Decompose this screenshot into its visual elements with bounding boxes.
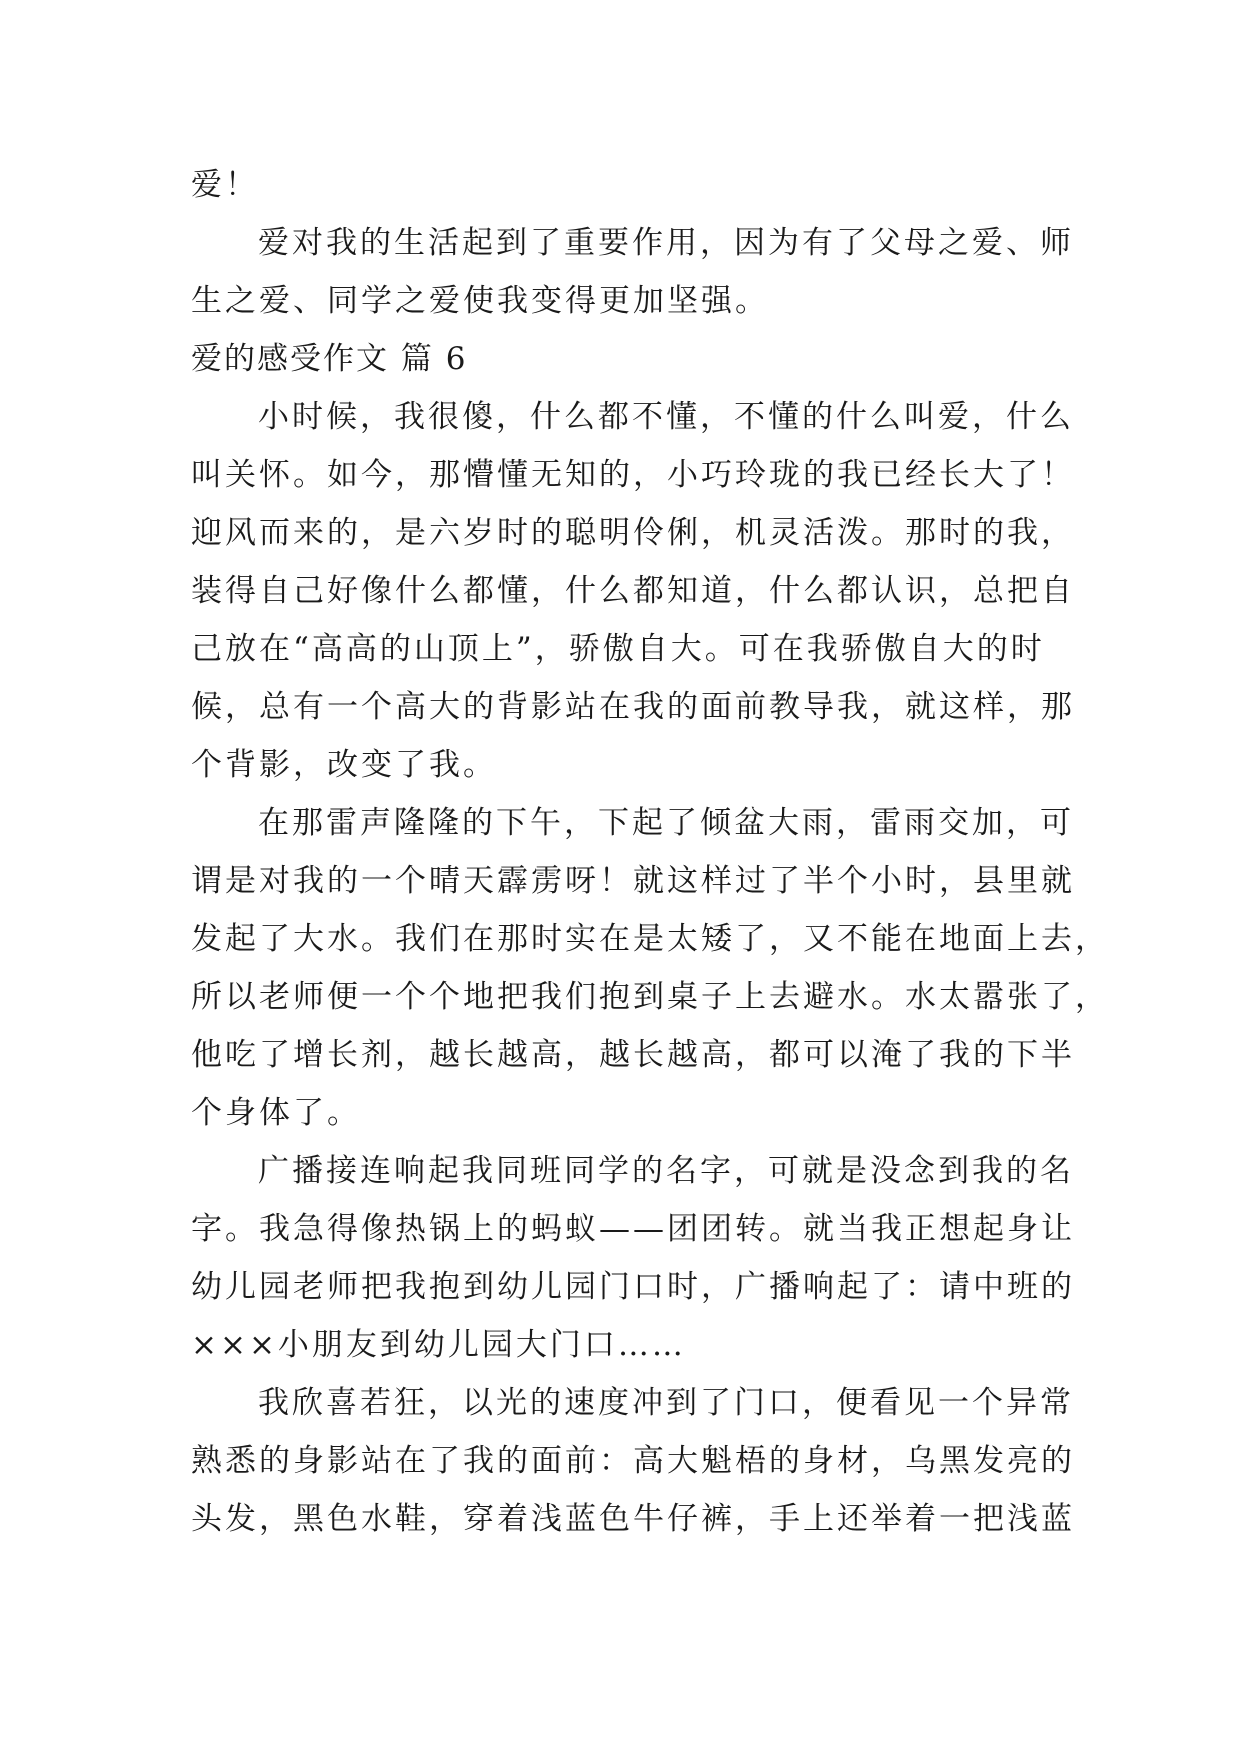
text-line: 他吃了增长剂，越长越高，越长越高，都可以淹了我的下半 [191, 1037, 1075, 1073]
text-line: 所以老师便一个个地把我们抱到桌子上去避水。水太嚣张了， [191, 979, 1109, 1015]
text-line: 叫关怀。如今，那懵懂无知的，小巧玲珑的我已经长大了！ [191, 457, 1075, 493]
text-line: 个身体了。 [191, 1095, 361, 1131]
document-body [191, 156, 1109, 1548]
text-line: 己放在“高高的山顶上”，骄傲自大。可在我骄傲自大的时 [191, 631, 1045, 667]
text-line: 谓是对我的一个晴天霹雳呀！就这样过了半个小时，县里就 [191, 863, 1075, 899]
text-line: 熟悉的身影站在了我的面前：高大魁梧的身材，乌黑发亮的 [191, 1443, 1075, 1479]
text-line: 在那雷声隆隆的下午，下起了倾盆大雨，雷雨交加，可 [258, 805, 1074, 841]
text-line: 头发，黑色水鞋，穿着浅蓝色牛仔裤，手上还举着一把浅蓝 [191, 1501, 1075, 1537]
text-line: ×××小朋友到幼儿园大门口…… [191, 1327, 686, 1363]
text-line: 字。我急得像热锅上的蚂蚁——团团转。就当我正想起身让 [191, 1211, 1075, 1247]
text-line: 幼儿园老师把我抱到幼儿园门口时，广播响起了：请中班的 [191, 1269, 1075, 1305]
text-line: 生之爱、同学之爱使我变得更加坚强。 [191, 283, 769, 319]
text-line: 爱对我的生活起到了重要作用，因为有了父母之爱、师 [258, 225, 1074, 261]
text-line: 小时候，我很傻，什么都不懂，不懂的什么叫爱，什么 [258, 399, 1074, 435]
section-heading: 爱的感受作文 篇 6 [191, 341, 468, 377]
text-line: 候，总有一个高大的背影站在我的面前教导我，就这样，那 [191, 689, 1075, 725]
text-line: 个背影，改变了我。 [191, 747, 497, 783]
text-line: 装得自己好像什么都懂，什么都知道，什么都认识，总把自 [191, 573, 1075, 609]
text-line: 广播接连响起我同班同学的名字，可就是没念到我的名 [258, 1153, 1074, 1189]
text-line: 发起了大水。我们在那时实在是太矮了，又不能在地面上去， [191, 921, 1109, 957]
text-line: 迎风而来的，是六岁时的聪明伶俐，机灵活泼。那时的我， [191, 515, 1075, 551]
text-line: 爱！ [191, 167, 259, 203]
text-line: 我欣喜若狂，以光的速度冲到了门口，便看见一个异常 [258, 1385, 1074, 1421]
